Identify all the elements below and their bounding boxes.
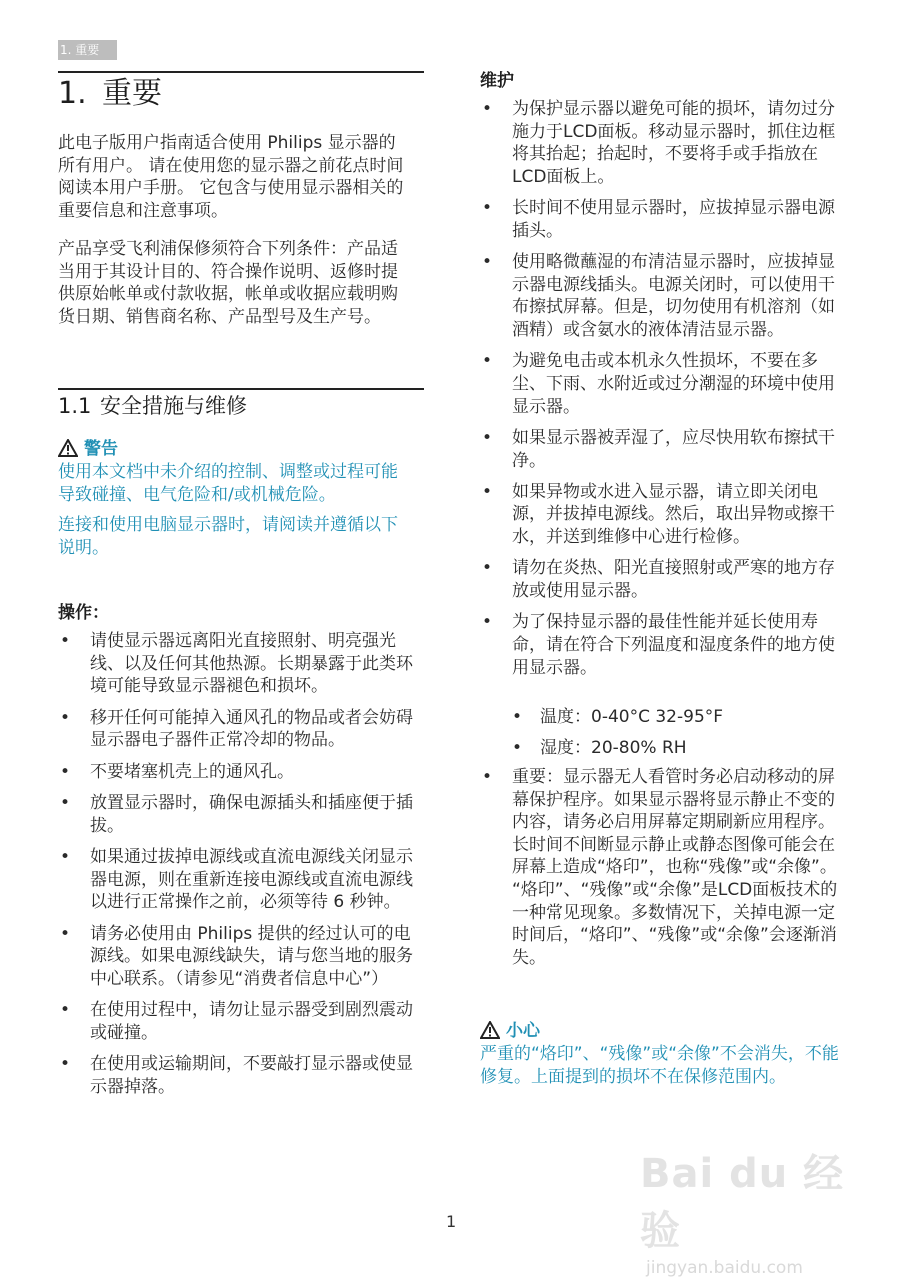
list-item: • 请使显示器远离阳光直接照射、明亮强光线、以及任何其他热源。长期暴露于此类环境可能导致显示器褪色和损坏。	[60, 631, 413, 697]
list-item: • 在使用或运输期间，不要敲打显示器或使显示器掉落。	[60, 1054, 413, 1097]
list-item: • 为了保持显示器的最佳性能并延长使用寿命，请在符合下列温度和湿度条件的地方使用显示器。	[482, 612, 835, 678]
list-item: • 在使用过程中，请勿让显示器受到剧烈震动或碰撞。	[60, 1000, 413, 1043]
list-item: • 不要堵塞机壳上的通风孔。	[60, 761, 294, 782]
bullet: •	[482, 767, 493, 787]
list-item: • 为保护显示器以避免可能的损坏，请勿过分施力于LCD面板。移动显示器时，抓住边框将其抬起；抬起时，不要将手或手指放在LCD面板上。	[482, 99, 836, 187]
section-title	[58, 392, 247, 420]
intro-paragraph: 此电子版用户指南适合使用 Philips 显示器的所有用户。 请在使用您的显示器之前花点时间阅读本用户手册。 它包含与使用显示器相关的重要信息和注意事项。	[58, 133, 404, 221]
bullet: •	[512, 737, 523, 758]
section-number: 1.1	[58, 394, 92, 418]
list-item: • 放置显示器时，确保电源插头和插座便于插拔。	[60, 792, 413, 836]
bullet: •	[482, 351, 493, 372]
header-rule	[58, 71, 424, 73]
page-number: 1	[446, 1212, 457, 1231]
bullet: •	[60, 1000, 71, 1021]
chapter-title	[58, 76, 162, 112]
bullet: •	[60, 707, 71, 728]
important-list	[480, 766, 846, 978]
list-item: • 为避免电击或本机永久性损坏，不要在多尘、下雨、水附近或过分潮湿的环境中使用显示器。	[482, 351, 835, 417]
list-item: • 移开任何可能掉入通风孔的物品或者会妨碍显示器电子器件正常冷却的物品。	[60, 707, 413, 751]
warning-title-text: 警告	[84, 439, 118, 459]
bullet: •	[60, 631, 71, 651]
maintenance-list	[480, 98, 846, 688]
warning-title	[58, 438, 118, 460]
bullet: •	[60, 923, 71, 944]
list-item: • 湿度：20-80% RH	[512, 737, 687, 758]
warning-triangle-icon	[480, 1021, 506, 1041]
chapter-number: 1.	[58, 76, 87, 111]
conditions-list	[512, 706, 832, 767]
list-item: • 请务必使用由 Philips 提供的经过认可的电源线。如果电源线缺失，请与您当地的服务中心联系。（请参见“消费者信息中心”）	[60, 923, 413, 989]
warning-triangle-icon	[58, 439, 84, 459]
chapter-title-text: 重要	[102, 76, 162, 111]
list-item: • 如果通过拔掉电源线或直流电源线关闭显示器电源，则在重新连接电源线或直流电源线以进行正常操作之前，必须等待 6 秒钟。	[60, 846, 413, 913]
section-rule	[58, 388, 424, 390]
bullet: •	[482, 558, 493, 579]
bullet: •	[482, 198, 493, 219]
warning-text: 连接和使用电脑显示器时，请阅读并遵循以下说明。	[58, 515, 398, 558]
bullet: •	[60, 1054, 71, 1075]
maintenance-heading: 维护	[480, 71, 514, 91]
bullet: •	[60, 846, 71, 867]
list-item: • 如果异物或水进入显示器，请立即关闭电源，并拔掉电源线。然后，取出异物或擦干水，并送到维修中心进行检修。	[482, 481, 835, 548]
watermark-url: jingyan.baidu.com	[646, 1258, 803, 1278]
bullet: •	[482, 612, 493, 633]
watermark-logo: Bai du 经验	[640, 1151, 845, 1254]
bullet: •	[482, 252, 493, 273]
bullet: •	[60, 761, 71, 782]
running-header: 1. 重要	[58, 40, 117, 60]
warning-text: 使用本文档中未介绍的控制、调整或过程可能导致碰撞、电气危险和/或机械危险。	[58, 462, 398, 505]
caution-text: 严重的“烙印”、“残像”或“余像”不会消失，不能修复。上面提到的损坏不在保修范围内。	[480, 1044, 839, 1087]
list-item: • 重要：显示器无人看管时务必启动移动的屏幕保护程序。如果显示器将显示静止不变的内容，请务必启用屏幕定期刷新应用程序。长时间不间断显示静止或静态图像可能会在屏幕上造成“烙印”，也称“残像”或“余像”。 “烙印”、“残像”或“余像”是LCD面板技术的一种常见现象。多数情况下，关掉电源一定时间后，“烙印”、“残像”或“余像”会逐渐消失。	[482, 767, 838, 968]
section-title-text: 安全措施与维修	[100, 394, 247, 418]
list-item: • 长时间不使用显示器时，应拔掉显示器电源插头。	[482, 198, 835, 241]
operation-list	[58, 630, 424, 1107]
operation-heading: 操作：	[58, 603, 109, 623]
bullet: •	[60, 792, 71, 813]
caution-title-text: 小心	[506, 1021, 540, 1041]
caution-title	[480, 1020, 540, 1042]
bullet: •	[482, 481, 493, 502]
intro-paragraph: 产品享受飞利浦保修须符合下列条件：产品适当用于其设计目的、符合操作说明、返修时提供原始帐单或付款收据，帐单或收据应载明购货日期、销售商名称、产品型号及生产号。	[58, 239, 398, 327]
bullet: •	[512, 707, 523, 727]
list-item: • 请勿在炎热、阳光直接照射或严寒的地方存放或使用显示器。	[482, 558, 835, 602]
list-item: • 温度：0-40°C 32-95°F	[512, 707, 724, 727]
list-item: • 使用略微蘸湿的布清洁显示器时，应拔掉显示器电源线插头。电源关闭时，可以使用干布擦拭屏幕。但是，切勿使用有机溶剂（如酒精）或含氨水的液体清洁显示器。	[482, 252, 835, 340]
bullet: •	[482, 99, 493, 119]
bullet: •	[482, 427, 493, 448]
watermark	[640, 1142, 860, 1278]
list-item: • 如果显示器被弄湿了，应尽快用软布擦拭干净。	[482, 427, 835, 471]
